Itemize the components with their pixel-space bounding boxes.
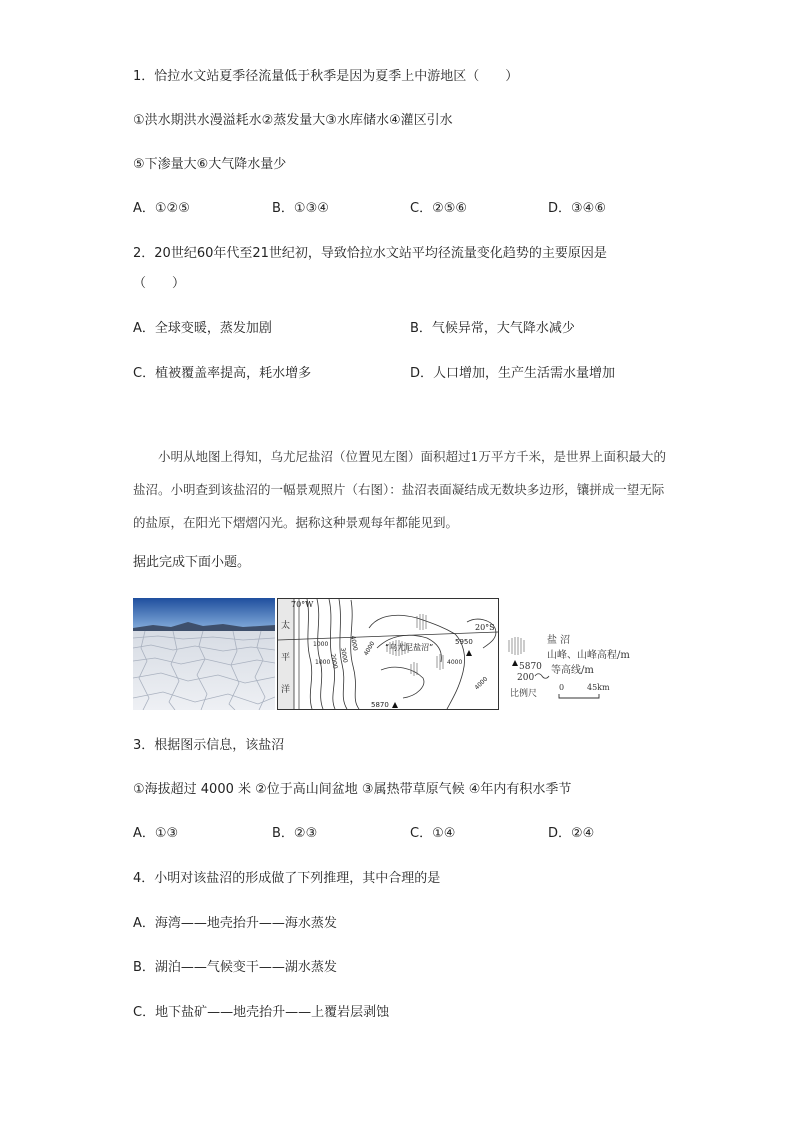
contour-legend-icon	[535, 674, 549, 679]
ocean-char-1: 太	[281, 621, 291, 631]
peak-legend-icon	[512, 660, 518, 666]
legend-contour-value: 200	[517, 673, 535, 683]
map-svg	[277, 598, 499, 710]
q2-option-b[interactable]: B．气候异常，大气降水减少	[410, 321, 575, 336]
legend-scale-max: 45km	[587, 683, 610, 692]
passage	[133, 440, 673, 539]
legend-svg	[507, 608, 657, 713]
instruction: 据此完成下面小题。	[133, 555, 251, 570]
ocean-char-3: 洋	[281, 685, 291, 695]
q1-option-b[interactable]: B．①③④	[272, 201, 329, 216]
passage-text: 小明从地图上得知，乌尤尼盐沼（位置见左图）面积超过1万平方千米，是世界上面积最大的盐沼。小明查到该盐沼的一幅景观照片（右图）：盐沼表面凝结成无数块多边形，镶拼成一望无际的盐原，在阳光下熠熠闪光。据称这种景观每年都能见到。	[133, 449, 666, 530]
contour-label-8: 4000	[473, 675, 490, 692]
q2-option-a[interactable]: A．全球变暖，蒸发加剧	[133, 321, 272, 336]
q2-option-c[interactable]: C．植被覆盖率提高，耗水增多	[133, 366, 312, 381]
peak-value-2: 5870	[371, 701, 389, 709]
salt-flat-photo	[133, 598, 275, 710]
q3-option-c[interactable]: C．①④	[410, 826, 456, 841]
q1-stem: 1．恰拉水文站夏季径流量低于秋季是因为夏季上中游地区（ ）	[133, 69, 519, 84]
q2-stem-cont: （ ）	[133, 276, 186, 291]
scale-bar	[559, 694, 599, 698]
q1-statements-2: ⑤下渗量大⑥大气降水量少	[133, 157, 287, 172]
legend-contour: 等高线/m	[551, 665, 594, 676]
q1-option-a[interactable]: A．①②⑤	[133, 201, 190, 216]
ocean-char-2: 平	[281, 653, 291, 663]
salt-legend-icon	[509, 637, 524, 655]
legend-salt: 盐 沼	[547, 635, 571, 646]
contour-label-2: 1000	[315, 659, 331, 666]
legend-peak: 山峰、山峰高程/m	[547, 650, 630, 661]
q4-option-b[interactable]: B．湖泊——气候变干——湖水蒸发	[133, 960, 337, 975]
lon-label: 70°W	[291, 600, 314, 609]
q2-option-d[interactable]: D．人口增加，生产生活需水量增加	[410, 366, 616, 381]
q4-option-a[interactable]: A．海湾——地壳抬升——海水蒸发	[133, 916, 337, 931]
salt-marsh-map	[277, 598, 499, 710]
legend-scale-label: 比例尺	[510, 689, 538, 699]
q3-stem: 3．根据图示信息，该盐沼	[133, 738, 285, 753]
contour-label-6: 4000	[362, 640, 377, 657]
q4-option-c[interactable]: C．地下盐矿——地壳抬升——上覆岩层剥蚀	[133, 1005, 390, 1020]
contour-label-4: 3000	[339, 647, 349, 664]
q3-option-d[interactable]: D．②④	[548, 826, 595, 841]
q3-option-a[interactable]: A．①③	[133, 826, 179, 841]
peak-value-1: 5950	[455, 638, 473, 646]
contour-label-1: 1000	[313, 641, 329, 648]
q1-option-d[interactable]: D．③④⑥	[548, 201, 606, 216]
q2-stem: 2．20世纪60年代至21世纪初，导致恰拉水文站平均径流量变化趋势的主要原因是	[133, 246, 607, 261]
legend-scale-zero: 0	[559, 683, 565, 692]
map-legend	[507, 608, 657, 713]
salt-flat-photo-svg	[133, 598, 275, 710]
q1-statements-1: ①洪水期洪水漫溢耗水②蒸发量大③水库储水④灌区引水	[133, 113, 453, 128]
q3-statements: ①海拔超过 4000 米 ②位于高山间盆地 ③属热带草原气候 ④年内有积水季节	[133, 782, 572, 797]
salt-marsh-name: “乌尤尼盐沼”	[385, 643, 434, 652]
contour-label-3: 2000	[329, 653, 339, 670]
contour-label-7: 4000	[447, 659, 463, 666]
lat-label: 20°S	[475, 623, 495, 632]
q3-option-b[interactable]: B．②③	[272, 826, 318, 841]
legend-peak-value: 5870	[519, 662, 542, 672]
q4-stem: 4．小明对该盐沼的形成做了下列推理，其中合理的是	[133, 871, 441, 886]
contour-label-5: 4000	[349, 635, 359, 652]
q1-option-c[interactable]: C．②⑤⑥	[410, 201, 468, 216]
